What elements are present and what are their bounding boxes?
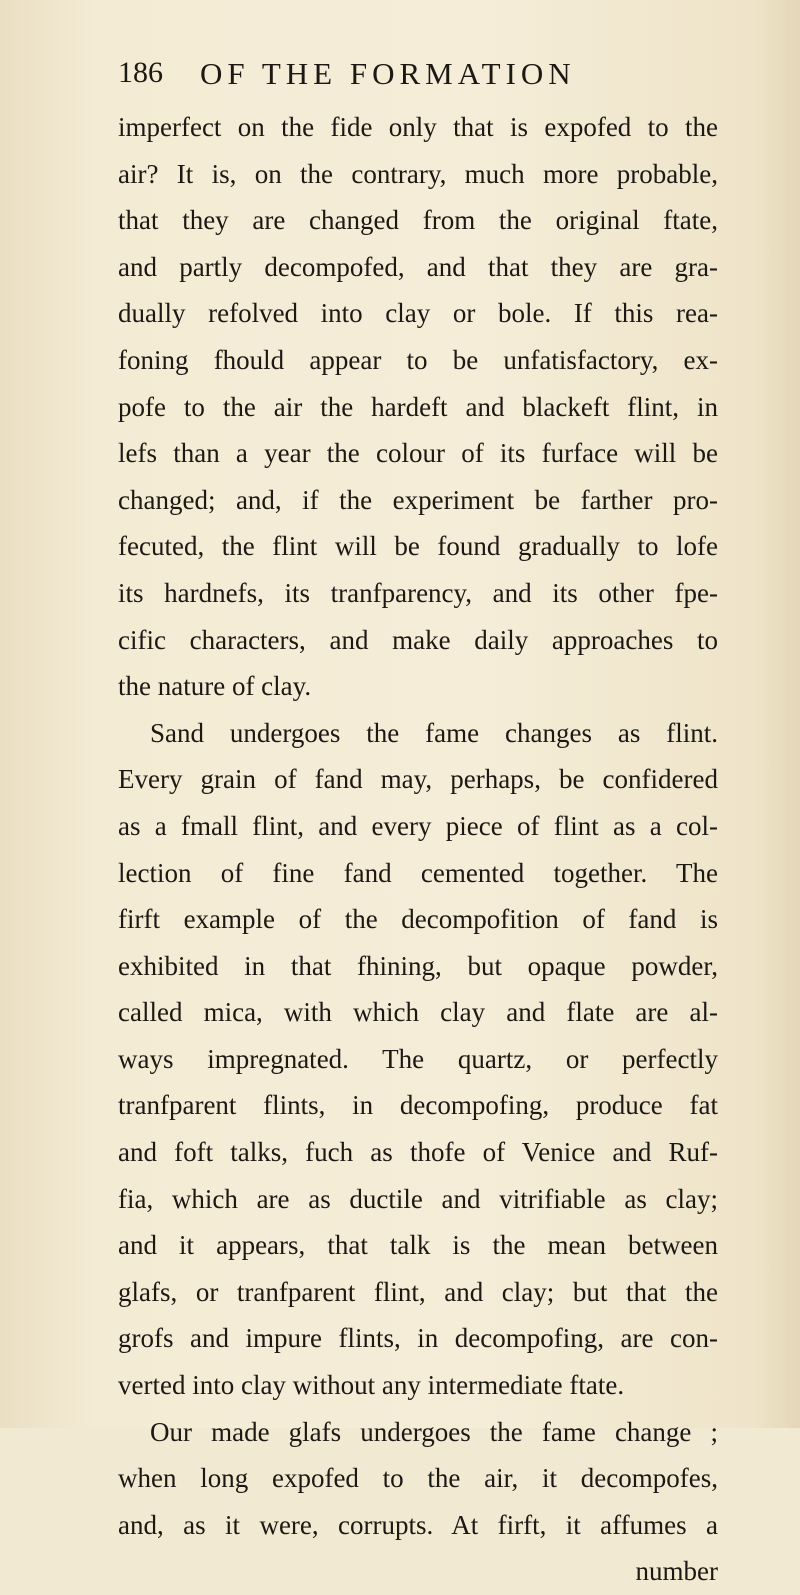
page-header (118, 56, 718, 96)
text-line: imperfect on the fide only that is expofed to the (118, 112, 718, 142)
text-line: when long expofed to the air, it decompofes, (118, 1463, 718, 1494)
paragraph-end-line: the nature of clay. (118, 671, 312, 702)
text-line: air? It is, on the contrary, much more probable, (118, 158, 718, 189)
paragraph-end-line: verted into clay without any intermediate ftate. (118, 1370, 625, 1401)
paragraph-start-line: Sand undergoes the fame changes as flint. (150, 717, 718, 748)
catchword: number (635, 1556, 718, 1587)
text-line: tranfparent flints, in decompofing, produce fat (118, 1090, 718, 1121)
text-line: ways impregnated. The quartz, or perfectly (118, 1043, 718, 1074)
text-line: and, as it were, corrupts. At firft, it affumes a (118, 1509, 718, 1540)
text-line: firft example of the decompofition of fand is (118, 904, 718, 935)
text-line: and partly decompofed, and that they are gra- (118, 251, 718, 282)
text-line: lefs than a year the colour of its furface will be (118, 438, 718, 469)
running-head: OF THE FORMATION (200, 56, 576, 91)
body-text (118, 104, 718, 1595)
text-line: its hardnefs, its tranfparency, and its other fpe- (118, 577, 718, 608)
text-line: called mica, with which clay and flate are al- (118, 997, 718, 1028)
text-line: fia, which are as ductile and vitrifiable as clay; (118, 1183, 718, 1214)
text-line: lection of fine fand cemented together. The (118, 857, 718, 888)
paragraph-start-line: Our made glafs undergoes the fame change ; (150, 1416, 718, 1447)
text-line: fecuted, the flint will be found gradually to lofe (118, 531, 718, 562)
text-line: and it appears, that talk is the mean between (118, 1230, 718, 1261)
text-line: grofs and impure flints, in decompofing, are con- (118, 1323, 718, 1354)
text-line: cific characters, and make daily approaches to (118, 624, 718, 655)
text-line: pofe to the air the hardeft and blackeft flint, in (118, 391, 718, 422)
text-line: and foft talks, fuch as thofe of Venice and Ruf- (118, 1137, 718, 1168)
text-line: glafs, or tranfparent flint, and clay; but that the (118, 1276, 718, 1307)
text-line: changed; and, if the experiment be farther pro- (118, 484, 718, 515)
text-line: dually refolved into clay or bole. If this rea- (118, 298, 718, 329)
text-line: exhibited in that fhining, but opaque powder, (118, 950, 718, 981)
text-line: that they are changed from the original ftate, (118, 205, 718, 236)
text-line: as a fmall flint, and every piece of flint as a col- (118, 810, 718, 841)
text-line: foning fhould appear to be unfatisfactory, ex- (118, 344, 718, 375)
page-number: 186 (118, 56, 163, 89)
text-line: Every grain of fand may, perhaps, be confidered (118, 764, 718, 795)
